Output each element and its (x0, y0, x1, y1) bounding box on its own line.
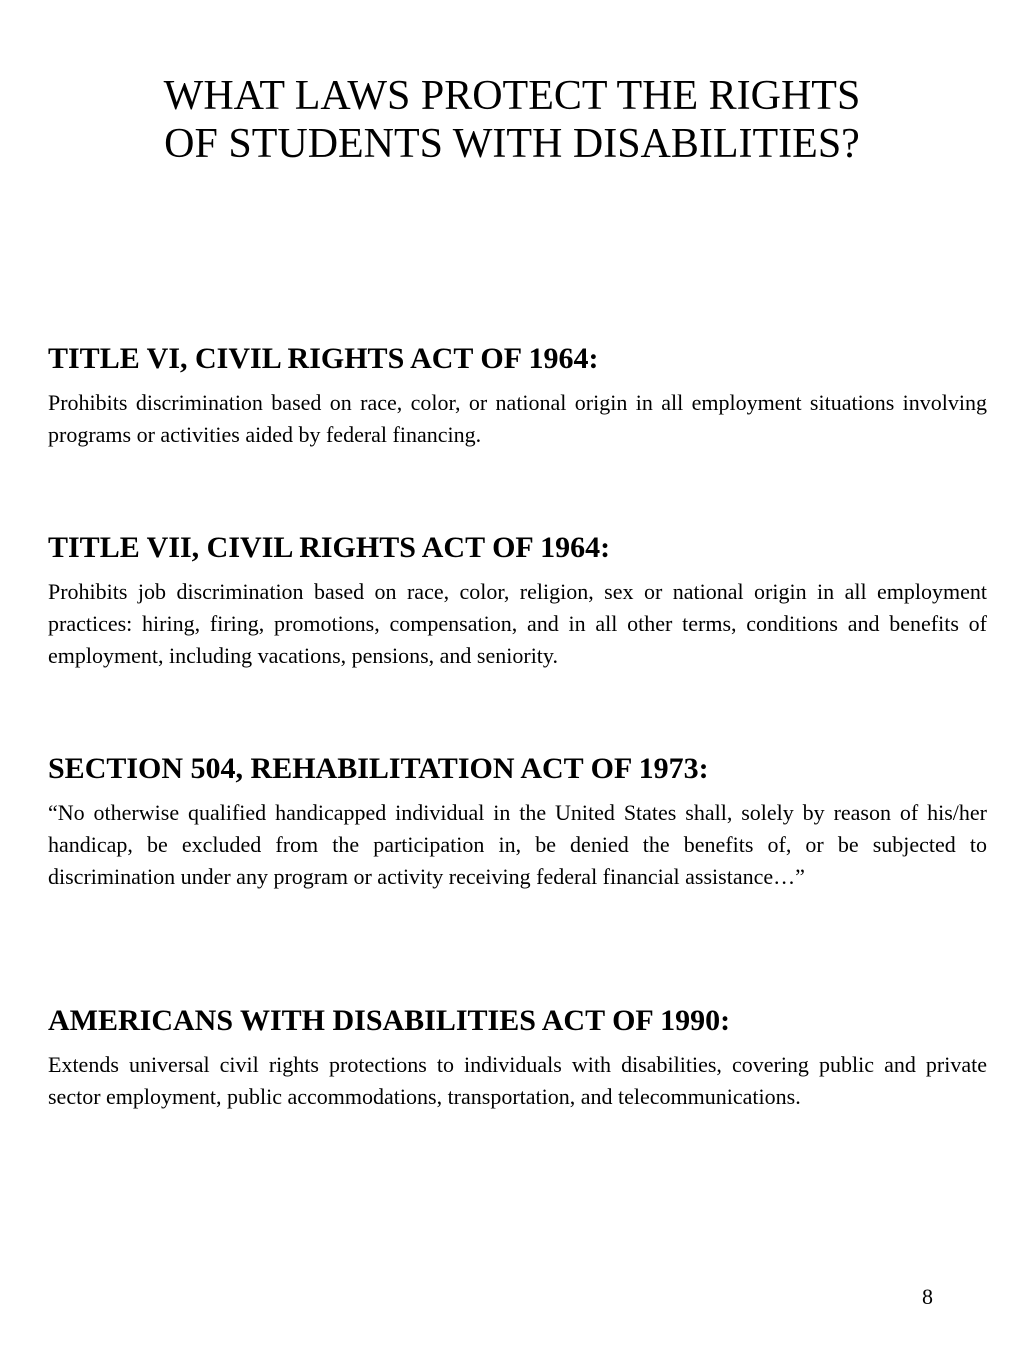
section-body: Prohibits discrimination based on race, color, or national origin in all employment situations involving programs or activities aided by federal financing. (48, 390, 987, 447)
section-title-vi (48, 341, 987, 451)
section-504 (48, 751, 987, 893)
section-heading: AMERICANS WITH DISABILITIES ACT OF 1990: (48, 1004, 731, 1037)
section-body: “No otherwise qualified handicapped individual in the United States shall, solely by reason of his/her handicap, be excluded from the participation in, be denied the benefits of, or be subjected to discrimination under any program or activity receiving federal financial assistance…” (48, 800, 987, 889)
section-heading: SECTION 504, REHABILITATION ACT OF 1973: (48, 752, 709, 785)
section-ada (48, 1003, 987, 1113)
section-title-vii (48, 530, 987, 672)
page-title-line-1: WHAT LAWS PROTECT THE RIGHTS (163, 73, 861, 119)
section-body: Extends universal civil rights protections to individuals with disabilities, covering public and private sector employment, public accommodations, transportation, and telecommunications. (48, 1052, 987, 1109)
page-number: 8 (922, 1284, 933, 1309)
section-heading: TITLE VI, CIVIL RIGHTS ACT OF 1964: (48, 342, 599, 375)
page-title (80, 72, 944, 168)
page-title-line-2: OF STUDENTS WITH DISABILITIES? (164, 121, 860, 167)
section-heading: TITLE VII, CIVIL RIGHTS ACT OF 1964: (48, 531, 611, 564)
section-body: Prohibits job discrimination based on race, color, religion, sex or national origin in all employment practices: hiring, firing, promotions, compensation, and in all other terms, conditions and benefits of employment, including vacations, pensions, and seniority. (48, 579, 987, 668)
